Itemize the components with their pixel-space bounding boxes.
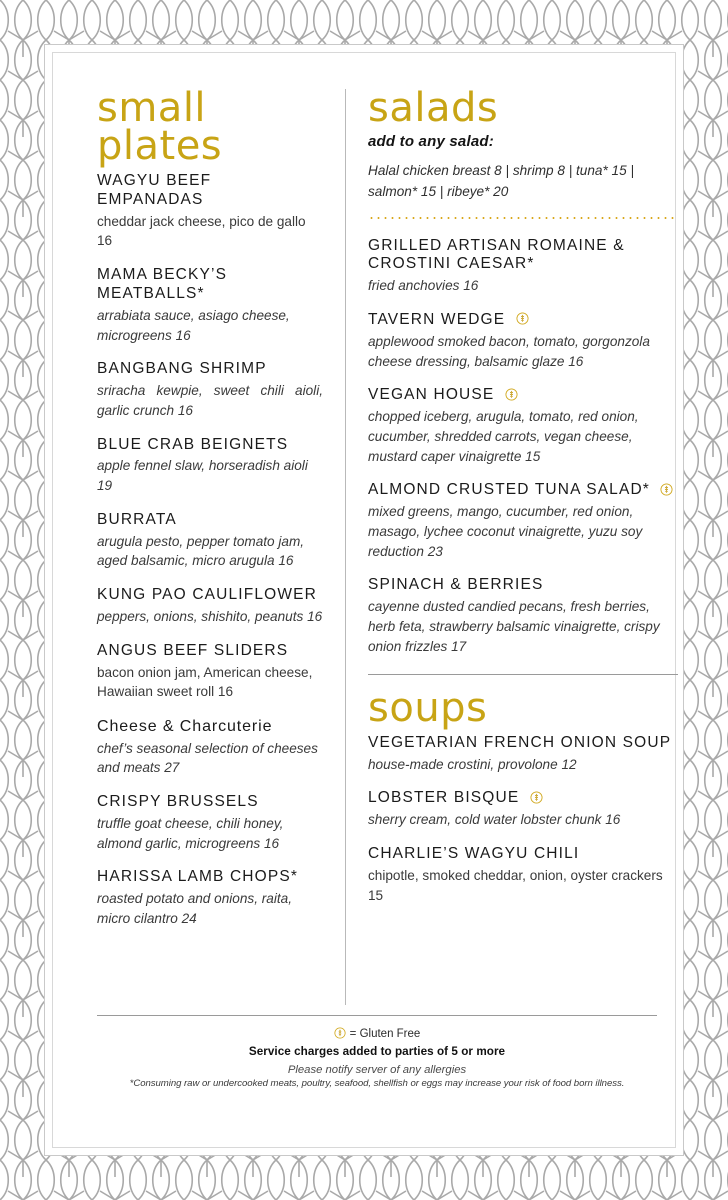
add-to-any-salad-label: add to any salad: <box>368 133 494 151</box>
small-plate-item-name: KUNG PAO CAULIFLOWER <box>97 586 317 604</box>
salad-item <box>368 576 678 656</box>
small-plate-item-description: chef’s seasonal selection of cheeses and meats 27 <box>97 740 318 776</box>
small-plate-item-name: WAGYU BEEF EMPANADAS <box>97 171 212 208</box>
wheat-circle-icon <box>516 312 529 325</box>
small-plate-item <box>97 360 323 420</box>
salad-item-description: cayenne dusted candied pecans, fresh berries, herb feta, strawberry balsamic vinaigrette, crispy onion frizzles 17 <box>368 599 660 654</box>
salad-item <box>368 237 678 297</box>
gluten-free-legend-text: = Gluten Free <box>349 1028 421 1040</box>
menu-card <box>44 44 684 1156</box>
soup-item-description: sherry cream, cold water lobster chunk 16 <box>368 812 621 828</box>
salad-item-name: GRILLED ARTISAN ROMAINE & CROSTINI CAESAR* <box>368 236 625 273</box>
salad-item-name: VEGAN HOUSE <box>368 386 678 405</box>
salad-add-ons: Halal chicken breast 8 | shrimp 8 | tuna* 15 | salmon* 15 | ribeye* 20 <box>368 163 634 200</box>
small-plate-item-description: sriracha kewpie, sweet chili aioli, garlic crunch 16 <box>97 383 323 418</box>
small-plate-item <box>97 172 323 251</box>
small-plate-item <box>97 793 323 853</box>
raw-food-disclaimer: *Consuming raw or undercooked meats, poultry, seafood, shellfish or eggs may increase your risk of food born illness. <box>129 1078 625 1089</box>
soup-item <box>368 845 678 905</box>
salad-item-description: applewood smoked bacon, tomato, gorgonzola cheese dressing, balsamic glaze 16 <box>368 333 650 369</box>
small-plate-item-name: BURRATA <box>97 510 177 528</box>
small-plate-item <box>97 868 323 928</box>
small-plate-item-name: BLUE CRAB BEIGNETS <box>97 435 289 453</box>
small-plate-item <box>97 642 323 702</box>
salad-item <box>368 481 678 561</box>
soups-divider <box>368 674 678 675</box>
small-plate-item-name: Cheese & Charcuterie <box>97 718 273 736</box>
salad-item-description: fried anchovies 16 <box>368 278 479 294</box>
salads-list <box>368 237 678 657</box>
small-plates-list <box>97 172 323 929</box>
salads-heading: salads <box>368 85 499 131</box>
small-plate-item-name: ANGUS BEEF SLIDERS <box>97 641 289 659</box>
salad-item <box>368 386 678 466</box>
salad-item-description: chopped iceberg, arugula, tomato, red onion, cucumber, shredded carrots, vegan cheese, mustard caper vinaigrette 15 <box>368 409 639 464</box>
small-plate-item-description: truffle goat cheese, chili honey, almond garlic, microgreens 16 <box>97 815 284 851</box>
soup-item <box>368 734 678 775</box>
small-plate-item-description: arugula pesto, pepper tomato jam, aged balsamic, micro arugula 16 <box>97 533 305 569</box>
soup-item-name: LOBSTER BISQUE <box>368 789 678 808</box>
soups-heading: soups <box>368 685 488 732</box>
small-plate-item-description: peppers, onions, shishito, peanuts 16 <box>97 609 323 625</box>
small-plates-heading <box>97 85 323 170</box>
salad-item-name: TAVERN WEDGE <box>368 311 678 330</box>
service-charge-note: Service charges added to parties of 5 or more <box>248 1045 506 1058</box>
small-plate-item-description: cheddar jack cheese, pico de gallo 16 <box>97 213 306 249</box>
menu-content <box>97 85 721 1193</box>
small-plates-column <box>97 85 345 944</box>
footer-divider <box>97 1015 657 1016</box>
gluten-free-legend <box>97 1028 657 1040</box>
small-plate-item-description: bacon onion jam, American cheese, Hawaiian sweet roll 16 <box>97 664 313 700</box>
small-plate-item-description: apple fennel slaw, horseradish aioli 19 <box>97 458 308 494</box>
menu-columns <box>97 85 721 1005</box>
soup-item-description: house-made crostini, provolone 12 <box>368 756 577 772</box>
soup-item-description: chipotle, smoked cheddar, onion, oyster crackers 15 <box>368 867 663 903</box>
salad-item-name: SPINACH & BERRIES <box>368 576 544 594</box>
small-plate-item-name: BANGBANG SHRIMP <box>97 360 267 378</box>
small-plate-item-name: MAMA BECKY’S MEATBALLS* <box>97 266 228 302</box>
wheat-circle-icon <box>334 1027 346 1039</box>
soups-list <box>368 734 678 906</box>
small-plate-item-name: HARISSA LAMB CHOPS* <box>97 868 299 886</box>
small-plate-item-description: arrabiata sauce, asiago cheese, microgreens 16 <box>97 307 290 343</box>
small-plates-heading-line2: plates <box>97 123 223 170</box>
small-plate-item <box>97 511 323 571</box>
allergy-note: Please notify server of any allergies <box>287 1064 467 1076</box>
footer-section <box>97 1015 657 1089</box>
small-plate-item <box>97 586 323 627</box>
small-plate-item <box>97 266 323 345</box>
salad-item <box>368 311 678 371</box>
wheat-circle-icon <box>505 388 518 401</box>
small-plate-item <box>97 717 323 778</box>
salad-item-name: ALMOND CRUSTED TUNA SALAD* <box>368 481 678 500</box>
soup-item <box>368 789 678 830</box>
soup-item-name: CHARLIE’S WAGYU CHILI <box>368 845 580 862</box>
small-plates-heading-line1: small <box>97 85 207 131</box>
small-plate-item-description: roasted potato and onions, raita, micro cilantro 24 <box>97 891 292 926</box>
salads-soups-column <box>346 85 678 920</box>
wheat-circle-icon <box>660 483 673 496</box>
small-plate-item-name: CRISPY BRUSSELS <box>97 793 259 810</box>
wheat-circle-icon <box>530 791 543 804</box>
salad-item-description: mixed greens, mango, cucumber, red onion, masago, lychee coconut vinaigrette, yuzu soy reduction 23 <box>368 504 643 559</box>
soup-item-name: VEGETARIAN FRENCH ONION SOUP <box>368 733 672 751</box>
dotted-divider <box>368 217 678 219</box>
small-plate-item <box>97 436 323 496</box>
